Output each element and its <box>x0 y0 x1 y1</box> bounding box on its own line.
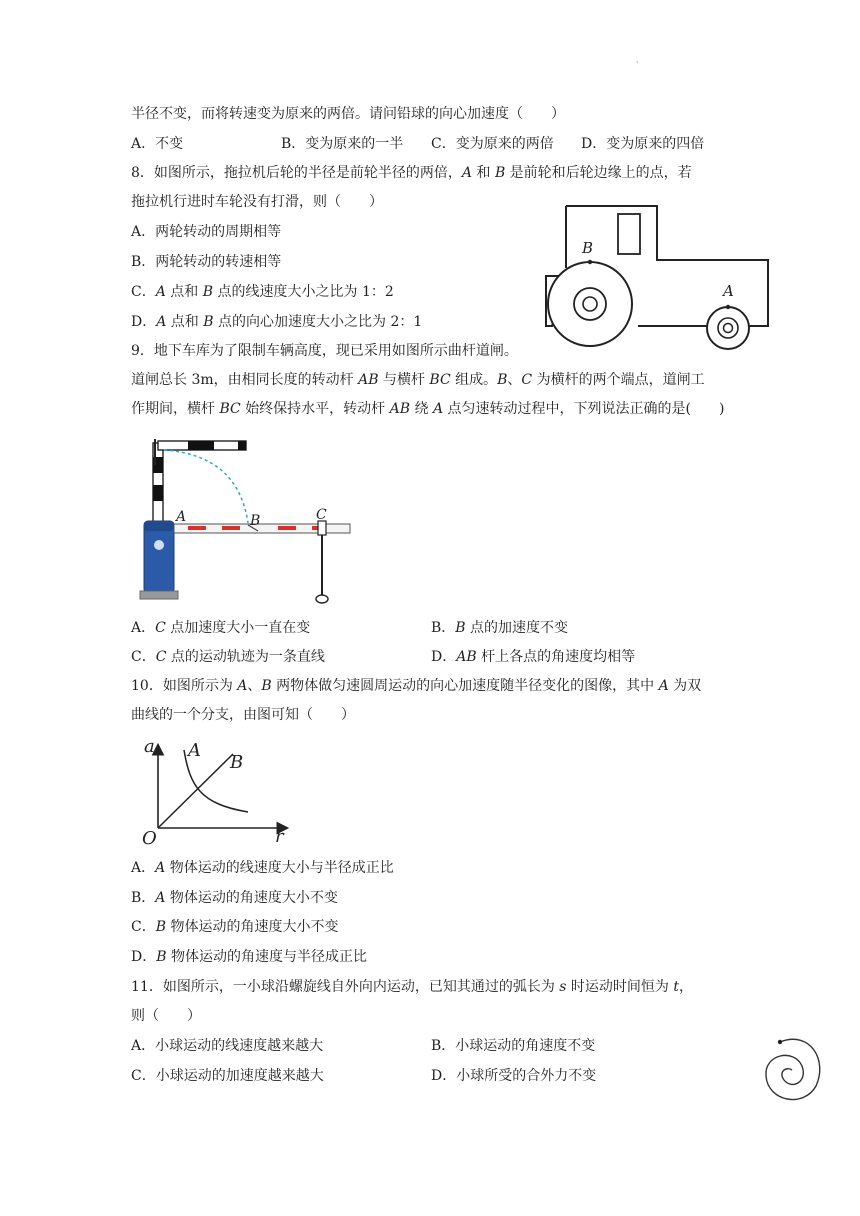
q9-stem-line3: 作期间，横杆 BC 始终保持水平，转动杆 AB 绕 A 点匀速转动过程中，下列说法正确的是( ) <box>131 401 725 417</box>
rear-wheel-hub-inner <box>583 297 597 311</box>
q9-option-d: D．AB 杆上各点的角速度均相等 <box>431 649 636 665</box>
q9-stem-line2: 道闸总长 3m，由相同长度的转动杆 AB 与横杆 BC 组成。B、C 为横杆的两个端点，道闸工 <box>131 372 705 388</box>
q11-option-b: B．小球运动的角速度不变 <box>431 1038 596 1054</box>
front-wheel-hub-inner <box>724 324 733 333</box>
gate-label-b: B <box>250 513 261 529</box>
q9-option-c: C．C 点的运动轨迹为一条直线 <box>131 649 325 665</box>
q8-stem-line2: 拖拉机行进时车轮没有打滑，则（ ） <box>131 194 383 210</box>
q11-stem-line2: 则（ ） <box>131 1008 201 1024</box>
graph-label-origin: O <box>142 828 157 846</box>
q7-option-c: C．变为原来的两倍 <box>431 136 554 152</box>
q8-stem-line1: 8．如图所示，拖拉机后轮的半径是前轮半径的两倍，A 和 B 是前轮和后轮边缘上的点，若 <box>131 165 692 181</box>
line-b <box>158 754 233 828</box>
q8-option-b: B．两轮转动的转速相等 <box>131 254 282 270</box>
graph-label-curve-a: A <box>188 740 201 761</box>
point-b-dot <box>588 260 592 264</box>
q7-option-a: A．不变 <box>131 136 184 152</box>
point-a-dot <box>726 305 730 309</box>
graph-label-r-axis: r <box>275 826 284 846</box>
barrier-gate-figure <box>130 435 360 610</box>
spiral-figure <box>758 1030 828 1110</box>
ball-dot <box>778 1040 782 1044</box>
q7-option-d: D．变为原来的四倍 <box>581 136 705 152</box>
gate-cabinet <box>144 521 174 593</box>
page-dot: · <box>636 58 639 67</box>
q8-option-a: A．两轮转动的周期相等 <box>131 224 282 240</box>
q10-stem-line2: 曲线的一个分支，由图可知（ ） <box>131 707 355 723</box>
tractor-figure <box>540 198 780 350</box>
a-r-graph <box>138 736 298 846</box>
q11-option-d: D．小球所受的合外力不变 <box>431 1068 597 1084</box>
q10-option-a: A．A 物体运动的线速度大小与半径成正比 <box>131 860 394 876</box>
q8-option-c: C．A 点和 B 点的线速度大小之比为 1：2 <box>131 284 394 300</box>
q10-option-b: B．A 物体运动的角速度大小不变 <box>131 890 338 906</box>
q10-option-d: D．B 物体运动的角速度与半径成正比 <box>131 949 367 965</box>
graph-label-a-axis: a <box>144 736 155 757</box>
tractor-label-a: A <box>723 282 734 300</box>
q8-option-d: D．A 点和 B 点的向心加速度大小之比为 2：1 <box>131 314 423 330</box>
tractor-label-b: B <box>582 239 594 257</box>
tractor-window <box>618 214 640 254</box>
q11-stem-line1: 11．如图所示，一小球沿螺旋线自外向内运动，已知其通过的弧长为 s 时运动时间恒为 t， <box>131 979 693 995</box>
gate-label-a: A <box>176 509 187 525</box>
q9-option-a: A．C 点加速度大小一直在变 <box>131 620 311 636</box>
q9-stem-line1: 9．地下车库为了限制车辆高度，现已采用如图所示曲杆道闸。 <box>131 343 518 359</box>
q9-option-b: B．B 点的加速度不变 <box>431 620 569 636</box>
q11-option-a: A．小球运动的线速度越来越大 <box>131 1038 324 1054</box>
graph-label-line-b: B <box>230 752 244 773</box>
gate-label-c: C <box>316 507 327 523</box>
q10-option-c: C．B 物体运动的角速度大小不变 <box>131 919 339 935</box>
q7-stem-tail: 半径不变，而将转速变为原来的两倍。请问铅球的向心加速度（ ） <box>131 106 565 122</box>
q10-stem-line1: 10．如图所示为 A、B 两物体做匀速圆周运动的向心加速度随半径变化的图像，其中 A 为双 <box>131 678 702 694</box>
spiral-path <box>766 1039 820 1099</box>
q7-option-b: B．变为原来的一半 <box>281 136 404 152</box>
q11-option-c: C．小球运动的加速度越来越大 <box>131 1068 324 1084</box>
